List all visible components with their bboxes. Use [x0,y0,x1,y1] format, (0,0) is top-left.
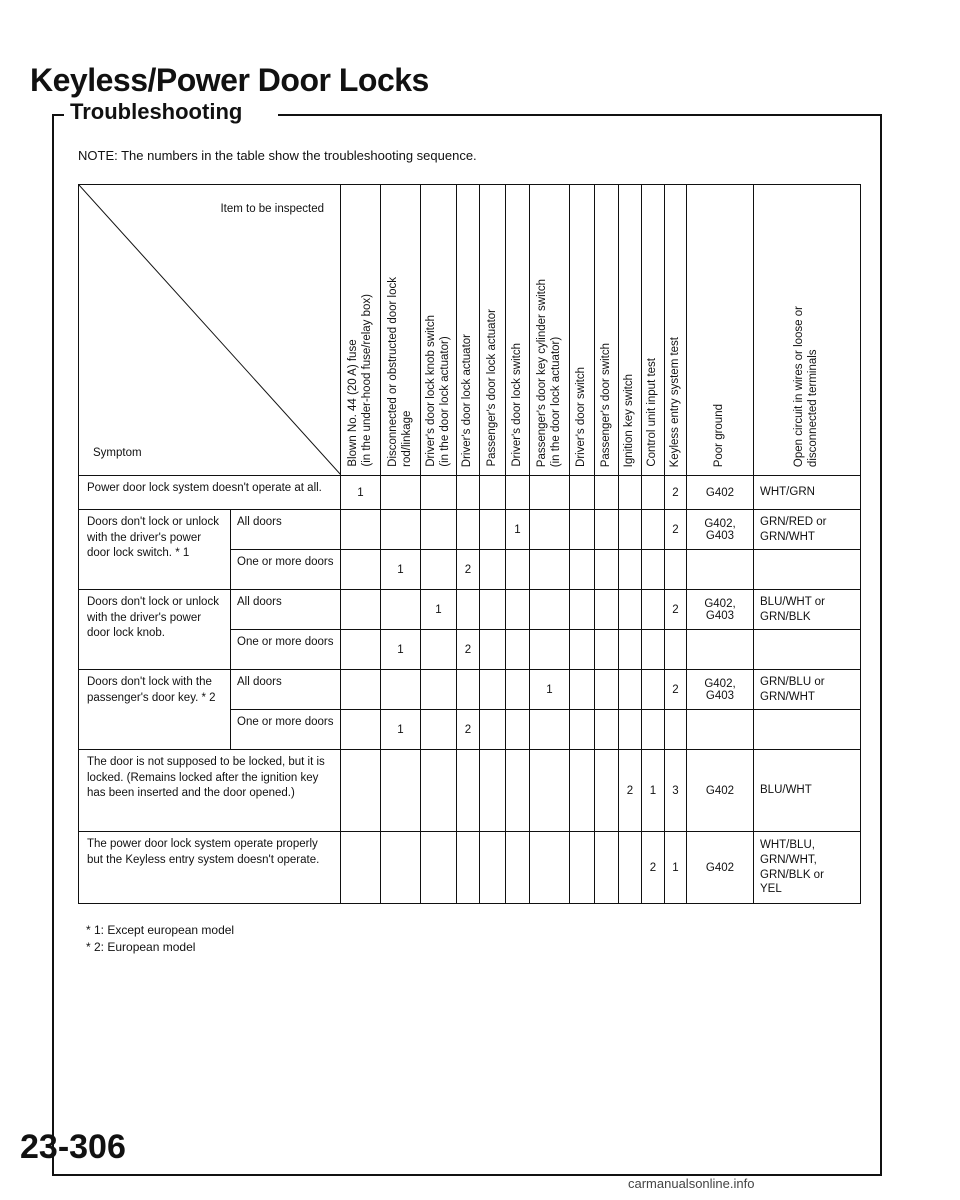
col-header-text: Blown No. 44 (20 A) fuse (in the under-hood fuse/relay box) [346,294,373,467]
header-row [79,185,861,476]
wires-cell: BLU/WHT or GRN/BLK [754,590,861,630]
sequence-cell: 2 [665,590,687,630]
diagonal-line [79,185,341,475]
col-header [754,185,861,476]
symptom-cell: Doors don't lock or unlock with the driver's power door lock knob. [79,590,231,670]
wires-cell: GRN/BLU or GRN/WHT [754,670,861,710]
sequence-cell: 1 [381,710,421,750]
col-header [341,185,381,476]
ground-cell: G402, G403 [687,510,754,550]
subcase-cell: All doors [231,590,341,630]
col-header [665,185,687,476]
sequence-cell: 2 [665,670,687,710]
footnote: * 1: Except european model [86,923,235,937]
sequence-cell: 2 [457,630,480,670]
frame-top-left-rule [52,114,64,116]
table-row [79,476,861,510]
sequence-cell: 2 [642,832,665,904]
sequence-cell: 1 [341,476,381,510]
col-header-text: Passenger's door key cylinder switch (in the door lock actuator) [535,278,562,467]
ground-cell: G402, G403 [687,590,754,630]
wires-cell: WHT/GRN [754,476,861,510]
col-header [642,185,665,476]
sequence-cell: 3 [665,750,687,832]
col-header [506,185,530,476]
symptom-cell: Doors don't lock with the passenger's door key. * 2 [79,670,231,750]
symptom-cell: Power door lock system doesn't operate at all. [79,476,341,510]
footnotes [86,922,234,957]
subcase-cell: One or more doors [231,630,341,670]
ground-cell: G402, G403 [687,670,754,710]
sequence-cell: 2 [665,510,687,550]
section-title: Troubleshooting [66,99,246,125]
sequence-cell: 2 [457,550,480,590]
col-header [687,185,754,476]
note-text: NOTE: The numbers in the table show the troubleshooting sequence. [78,148,477,163]
ground-cell: G402 [687,750,754,832]
col-header-text: Keyless entry system test [668,336,681,467]
subcase-cell: All doors [231,670,341,710]
symptom-label: Symptom [93,447,142,459]
sequence-cell: 1 [665,832,687,904]
ground-cell: G402 [687,832,754,904]
ground-cell: G402 [687,476,754,510]
col-header [570,185,595,476]
col-header-text: Control unit input test [646,358,659,467]
col-header-text: Driver's door lock knob switch (in the door lock actuator) [424,315,451,467]
wires-cell: GRN/RED or GRN/WHT [754,510,861,550]
table-row [79,670,861,710]
col-header [421,185,457,476]
subcase-cell: One or more doors [231,710,341,750]
sequence-cell: 1 [381,630,421,670]
subcase-cell: One or more doors [231,550,341,590]
col-header [480,185,506,476]
col-header-text: Ignition key switch [623,373,636,467]
table-row [79,510,861,550]
col-header-text: Disconnected or obstructed door lock rod/linkage [386,277,413,467]
sequence-cell: 1 [506,510,530,550]
sequence-cell: 2 [665,476,687,510]
col-header-text: Open circuit in wires or loose or disconnected terminals [793,305,819,467]
symptom-cell: The door is not supposed to be locked, but it is locked. (Remains locked after the ignition key has been inserted and the door opened.) [79,750,341,832]
col-header-text: Driver's door lock actuator [461,333,474,467]
wires-cell: WHT/BLU, GRN/WHT, GRN/BLK or YEL [754,832,861,904]
col-header-text: Passenger's door lock actuator [485,309,498,467]
sequence-cell: 1 [381,550,421,590]
troubleshooting-table [78,184,861,904]
page-number: 23-306 [20,1128,126,1166]
col-header [530,185,570,476]
col-header [457,185,480,476]
symptom-cell: The power door lock system operate properly but the Keyless entry system doesn't operate. [79,832,341,904]
col-header-text: Passenger's door switch [599,342,612,467]
footer-url[interactable]: carmanualsonline.info [628,1176,755,1191]
subcase-cell: All doors [231,510,341,550]
col-header-text: Driver's door switch [575,367,588,467]
col-header [619,185,642,476]
header-corner [79,185,341,476]
symptom-cell: Doors don't lock or unlock with the driver's power door lock switch. * 1 [79,510,231,590]
sequence-cell: 2 [619,750,642,832]
wires-cell: BLU/WHT [754,750,861,832]
col-header-text: Driver's door lock switch [510,343,523,467]
col-header [595,185,619,476]
item-to-inspect-label: Item to be inspected [220,203,324,215]
sequence-cell: 2 [457,710,480,750]
sequence-cell: 1 [530,670,570,710]
table-row [79,590,861,630]
sequence-cell: 1 [642,750,665,832]
frame-top-right-rule [278,114,880,116]
sequence-cell: 1 [421,590,457,630]
table-row [79,832,861,904]
col-header-text: Poor ground [713,403,726,467]
table-row [79,750,861,832]
col-header [381,185,421,476]
page-title: Keyless/Power Door Locks [30,62,429,98]
footnote: * 2: European model [86,940,196,955]
